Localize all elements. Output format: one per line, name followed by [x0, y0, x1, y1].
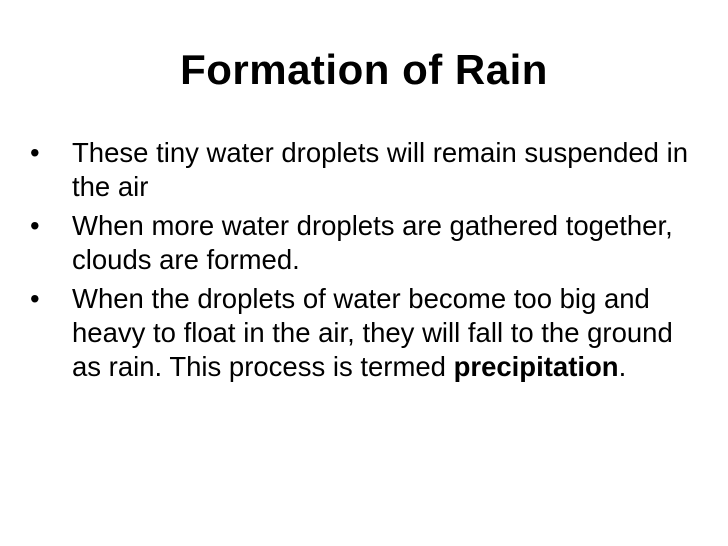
bullet-item — [28, 282, 698, 384]
bold-term: precipitation — [453, 351, 619, 382]
bullet-item — [28, 209, 698, 277]
bullet-text: These tiny water droplets will remain suspended in the air — [72, 137, 688, 202]
bullet-dot: • — [30, 137, 40, 168]
bullet-text — [72, 283, 673, 382]
bullet-dot: • — [30, 210, 40, 241]
bullet-text-after: . — [618, 351, 627, 382]
slide-title: Formation of Rain — [180, 46, 548, 93]
bullet-dot: • — [30, 283, 40, 314]
bullet-list — [28, 136, 698, 384]
bullet-text: When more water droplets are gathered together, clouds are formed. — [72, 210, 673, 275]
bullet-item — [28, 136, 698, 204]
bullet-text-before: When the droplets of water become too big and heavy to float in the air, they will fall to the ground as rain. This process is termed — [72, 283, 673, 382]
